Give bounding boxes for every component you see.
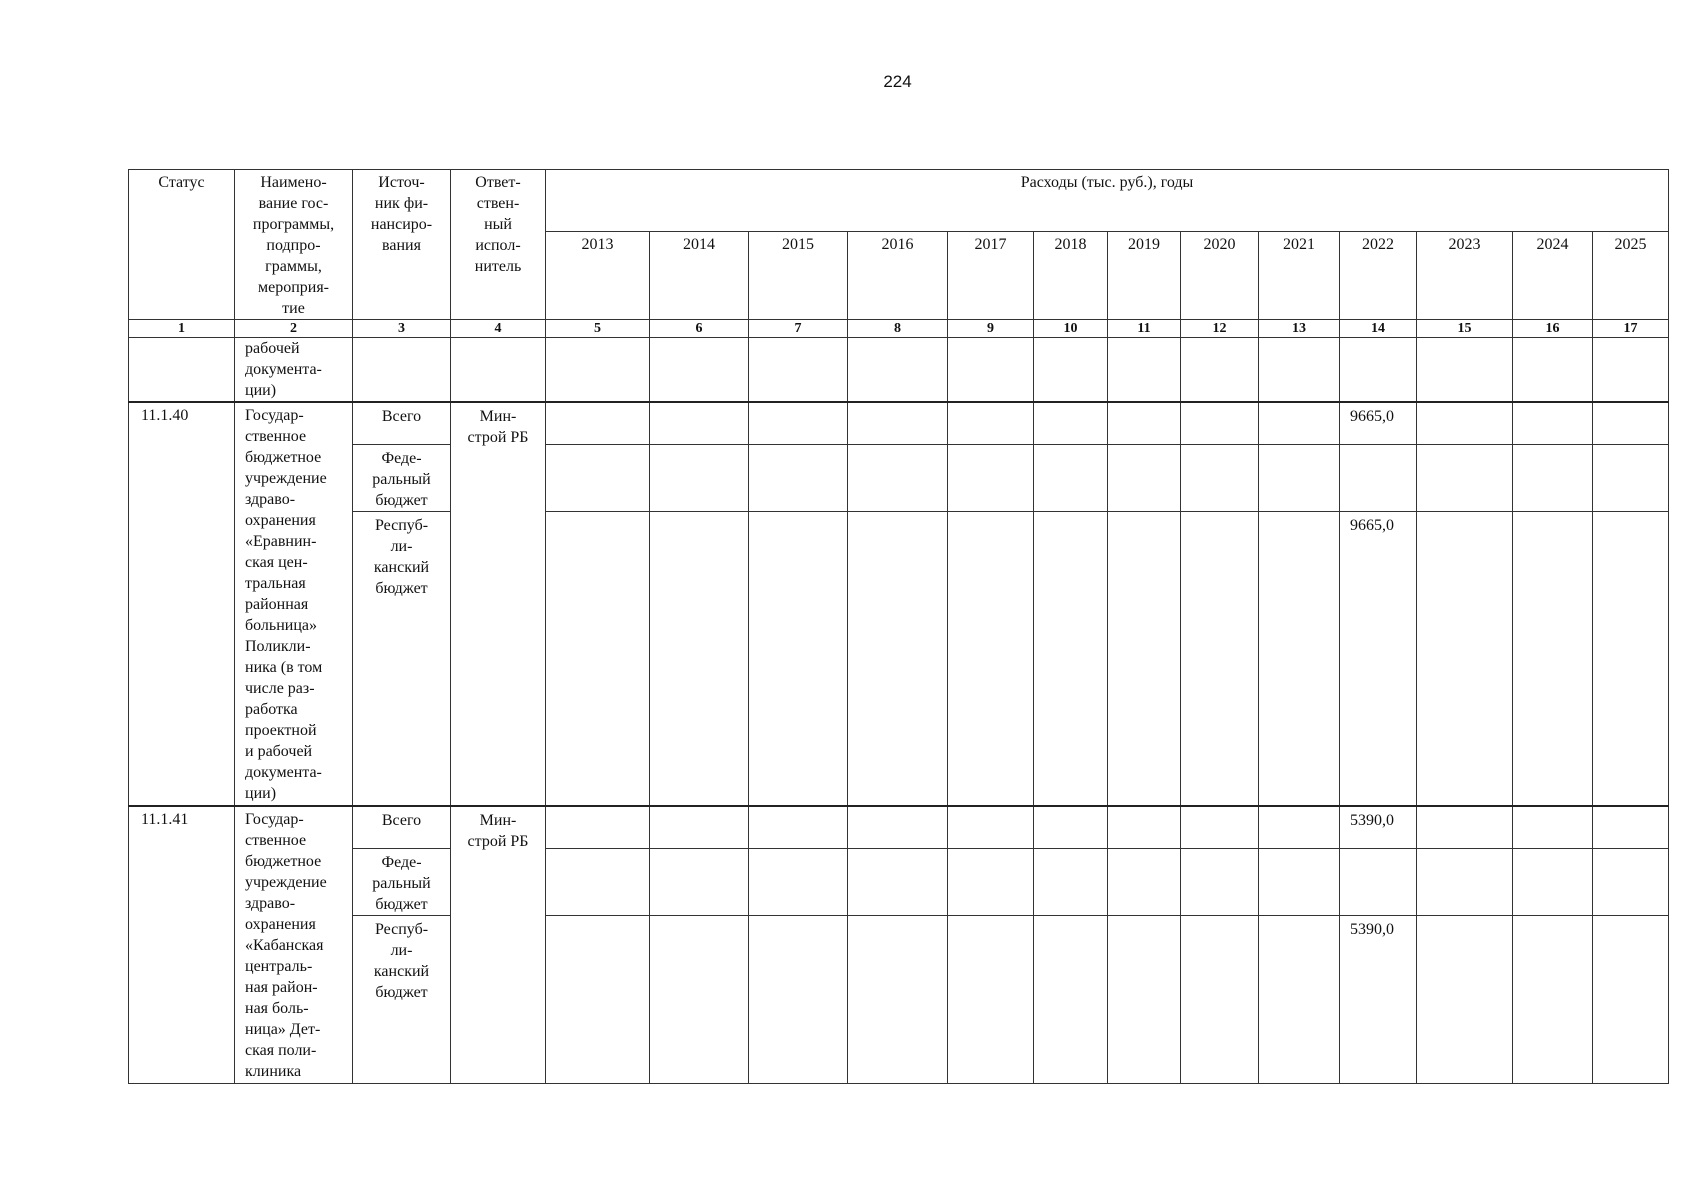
- column-number-14: 14: [1340, 320, 1417, 338]
- table-row: [129, 848, 1669, 915]
- empty-cell: [1513, 444, 1593, 511]
- empty-cell: [749, 511, 848, 806]
- column-number-8: 8: [848, 320, 948, 338]
- column-number-12: 12: [1181, 320, 1259, 338]
- empty-cell: [1259, 848, 1340, 915]
- empty-cell: [1340, 338, 1417, 403]
- empty-cell: [1034, 338, 1108, 403]
- empty-cell: [1181, 338, 1259, 403]
- year-header-2015: 2015: [749, 231, 848, 319]
- empty-cell: [1259, 338, 1340, 403]
- row-name: Государ- ственное бюджетное учреждение здраво- охранения «Кабанская централь- ная район- ная боль- ница» Дет- ская поли- клиника: [235, 806, 353, 1083]
- empty-cell: [650, 338, 749, 403]
- empty-cell: [1108, 338, 1181, 403]
- table-row: [129, 511, 1669, 806]
- empty-cell: [1034, 402, 1108, 444]
- header-executor: Ответ- ствен- ный испол- нитель: [451, 170, 546, 320]
- empty-cell: [1108, 444, 1181, 511]
- table-row: [129, 402, 1669, 444]
- empty-cell: [650, 402, 749, 444]
- empty-cell: [1181, 402, 1259, 444]
- empty-cell: [1513, 338, 1593, 403]
- empty-cell: [1259, 806, 1340, 848]
- empty-cell: [650, 848, 749, 915]
- empty-cell: [1034, 444, 1108, 511]
- empty-cell: [848, 915, 948, 1083]
- empty-cell: [1034, 511, 1108, 806]
- row-status: 11.1.40: [129, 402, 235, 806]
- continuation-text: рабочей документа- ции): [235, 338, 353, 403]
- column-number-16: 16: [1513, 320, 1593, 338]
- value-2022: 5390,0: [1340, 806, 1417, 848]
- empty-cell: [1593, 444, 1669, 511]
- column-number-7: 7: [749, 320, 848, 338]
- empty-cell: [1593, 848, 1669, 915]
- empty-cell: [1108, 511, 1181, 806]
- empty-cell: [848, 402, 948, 444]
- empty-cell: [749, 338, 848, 403]
- year-header-2018: 2018: [1034, 231, 1108, 319]
- empty-cell: [1181, 444, 1259, 511]
- empty-cell: [948, 511, 1034, 806]
- column-number-17: 17: [1593, 320, 1669, 338]
- empty-cell: [1417, 511, 1513, 806]
- status-cell-empty: [129, 338, 235, 403]
- empty-cell: [1513, 848, 1593, 915]
- column-number-9: 9: [948, 320, 1034, 338]
- year-header-2024: 2024: [1513, 231, 1593, 319]
- empty-cell: [546, 848, 650, 915]
- column-number-15: 15: [1417, 320, 1513, 338]
- value-2022: [1340, 848, 1417, 915]
- empty-cell: [848, 338, 948, 403]
- year-header-2020: 2020: [1181, 231, 1259, 319]
- empty-cell: [1181, 848, 1259, 915]
- empty-cell: [749, 915, 848, 1083]
- table-row: [129, 915, 1669, 1083]
- empty-cell: [848, 848, 948, 915]
- empty-cell: [1513, 511, 1593, 806]
- empty-cell: [1417, 915, 1513, 1083]
- empty-cell: [1259, 402, 1340, 444]
- empty-cell: [1593, 915, 1669, 1083]
- empty-cell: [546, 338, 650, 403]
- header-expenses: Расходы (тыс. руб.), годы: [546, 170, 1669, 232]
- header-name: Наимено- вание гос- программы, подпро- граммы, мероприя- тие: [235, 170, 353, 320]
- row-executor: Мин- строй РБ: [451, 402, 546, 806]
- empty-cell: [749, 444, 848, 511]
- empty-cell: [1417, 338, 1513, 403]
- year-header-2016: 2016: [848, 231, 948, 319]
- empty-cell: [1417, 848, 1513, 915]
- value-2022: [1340, 444, 1417, 511]
- empty-cell: [1108, 806, 1181, 848]
- year-header-2022: 2022: [1340, 231, 1417, 319]
- empty-cell: [1259, 915, 1340, 1083]
- column-number-4: 4: [451, 320, 546, 338]
- row-source: Респуб- ли- канский бюджет: [353, 915, 451, 1083]
- empty-cell: [353, 338, 451, 403]
- column-number-5: 5: [546, 320, 650, 338]
- empty-cell: [546, 511, 650, 806]
- empty-cell: [1513, 915, 1593, 1083]
- empty-cell: [1108, 848, 1181, 915]
- empty-cell: [848, 806, 948, 848]
- empty-cell: [1181, 511, 1259, 806]
- empty-cell: [1181, 806, 1259, 848]
- empty-cell: [848, 444, 948, 511]
- empty-cell: [948, 402, 1034, 444]
- year-header-2019: 2019: [1108, 231, 1181, 319]
- empty-cell: [1417, 444, 1513, 511]
- empty-cell: [650, 915, 749, 1083]
- empty-cell: [1181, 915, 1259, 1083]
- empty-cell: [546, 444, 650, 511]
- column-number-13: 13: [1259, 320, 1340, 338]
- row-source: Всего: [353, 402, 451, 444]
- column-number-3: 3: [353, 320, 451, 338]
- column-number-10: 10: [1034, 320, 1108, 338]
- empty-cell: [948, 338, 1034, 403]
- column-number-6: 6: [650, 320, 749, 338]
- header-status: Статус: [129, 170, 235, 320]
- year-header-2023: 2023: [1417, 231, 1513, 319]
- value-2022: 9665,0: [1340, 402, 1417, 444]
- empty-cell: [1108, 915, 1181, 1083]
- empty-cell: [749, 402, 848, 444]
- empty-cell: [1593, 511, 1669, 806]
- empty-cell: [1034, 806, 1108, 848]
- year-header-2017: 2017: [948, 231, 1034, 319]
- empty-cell: [848, 511, 948, 806]
- row-source: Феде- ральный бюджет: [353, 848, 451, 915]
- empty-cell: [1593, 806, 1669, 848]
- column-number-11: 11: [1108, 320, 1181, 338]
- empty-cell: [948, 915, 1034, 1083]
- column-number-2: 2: [235, 320, 353, 338]
- empty-cell: [1259, 444, 1340, 511]
- empty-cell: [1259, 511, 1340, 806]
- row-source: Респуб- ли- канский бюджет: [353, 511, 451, 806]
- budget-table: [128, 169, 1669, 1084]
- row-status: 11.1.41: [129, 806, 235, 1083]
- empty-cell: [1034, 848, 1108, 915]
- empty-cell: [948, 848, 1034, 915]
- empty-cell: [1034, 915, 1108, 1083]
- row-source: Всего: [353, 806, 451, 848]
- empty-cell: [1513, 402, 1593, 444]
- empty-cell: [451, 338, 546, 403]
- empty-cell: [546, 915, 650, 1083]
- empty-cell: [948, 444, 1034, 511]
- row-name: Государ- ственное бюджетное учреждение здраво- охранения «Еравнин- ская цен- тральная районная больница» Поликли- ника (в том числе раз- работка проектной и рабочей документа- ции): [235, 402, 353, 806]
- table-row: [129, 444, 1669, 511]
- empty-cell: [1513, 806, 1593, 848]
- page-number: 224: [883, 72, 912, 91]
- row-source: Феде- ральный бюджет: [353, 444, 451, 511]
- value-2022: 9665,0: [1340, 511, 1417, 806]
- year-header-2014: 2014: [650, 231, 749, 319]
- value-2022: 5390,0: [1340, 915, 1417, 1083]
- table-row: [129, 806, 1669, 848]
- empty-cell: [1593, 402, 1669, 444]
- empty-cell: [650, 444, 749, 511]
- empty-cell: [1417, 806, 1513, 848]
- empty-cell: [1593, 338, 1669, 403]
- empty-cell: [749, 848, 848, 915]
- empty-cell: [1417, 402, 1513, 444]
- year-header-2021: 2021: [1259, 231, 1340, 319]
- year-header-2013: 2013: [546, 231, 650, 319]
- empty-cell: [650, 511, 749, 806]
- empty-cell: [650, 806, 749, 848]
- row-executor: Мин- строй РБ: [451, 806, 546, 1083]
- empty-cell: [749, 806, 848, 848]
- empty-cell: [546, 402, 650, 444]
- column-number-1: 1: [129, 320, 235, 338]
- empty-cell: [546, 806, 650, 848]
- header-source: Источ- ник фи- нансиро- вания: [353, 170, 451, 320]
- empty-cell: [948, 806, 1034, 848]
- empty-cell: [1108, 402, 1181, 444]
- year-header-2025: 2025: [1593, 231, 1669, 319]
